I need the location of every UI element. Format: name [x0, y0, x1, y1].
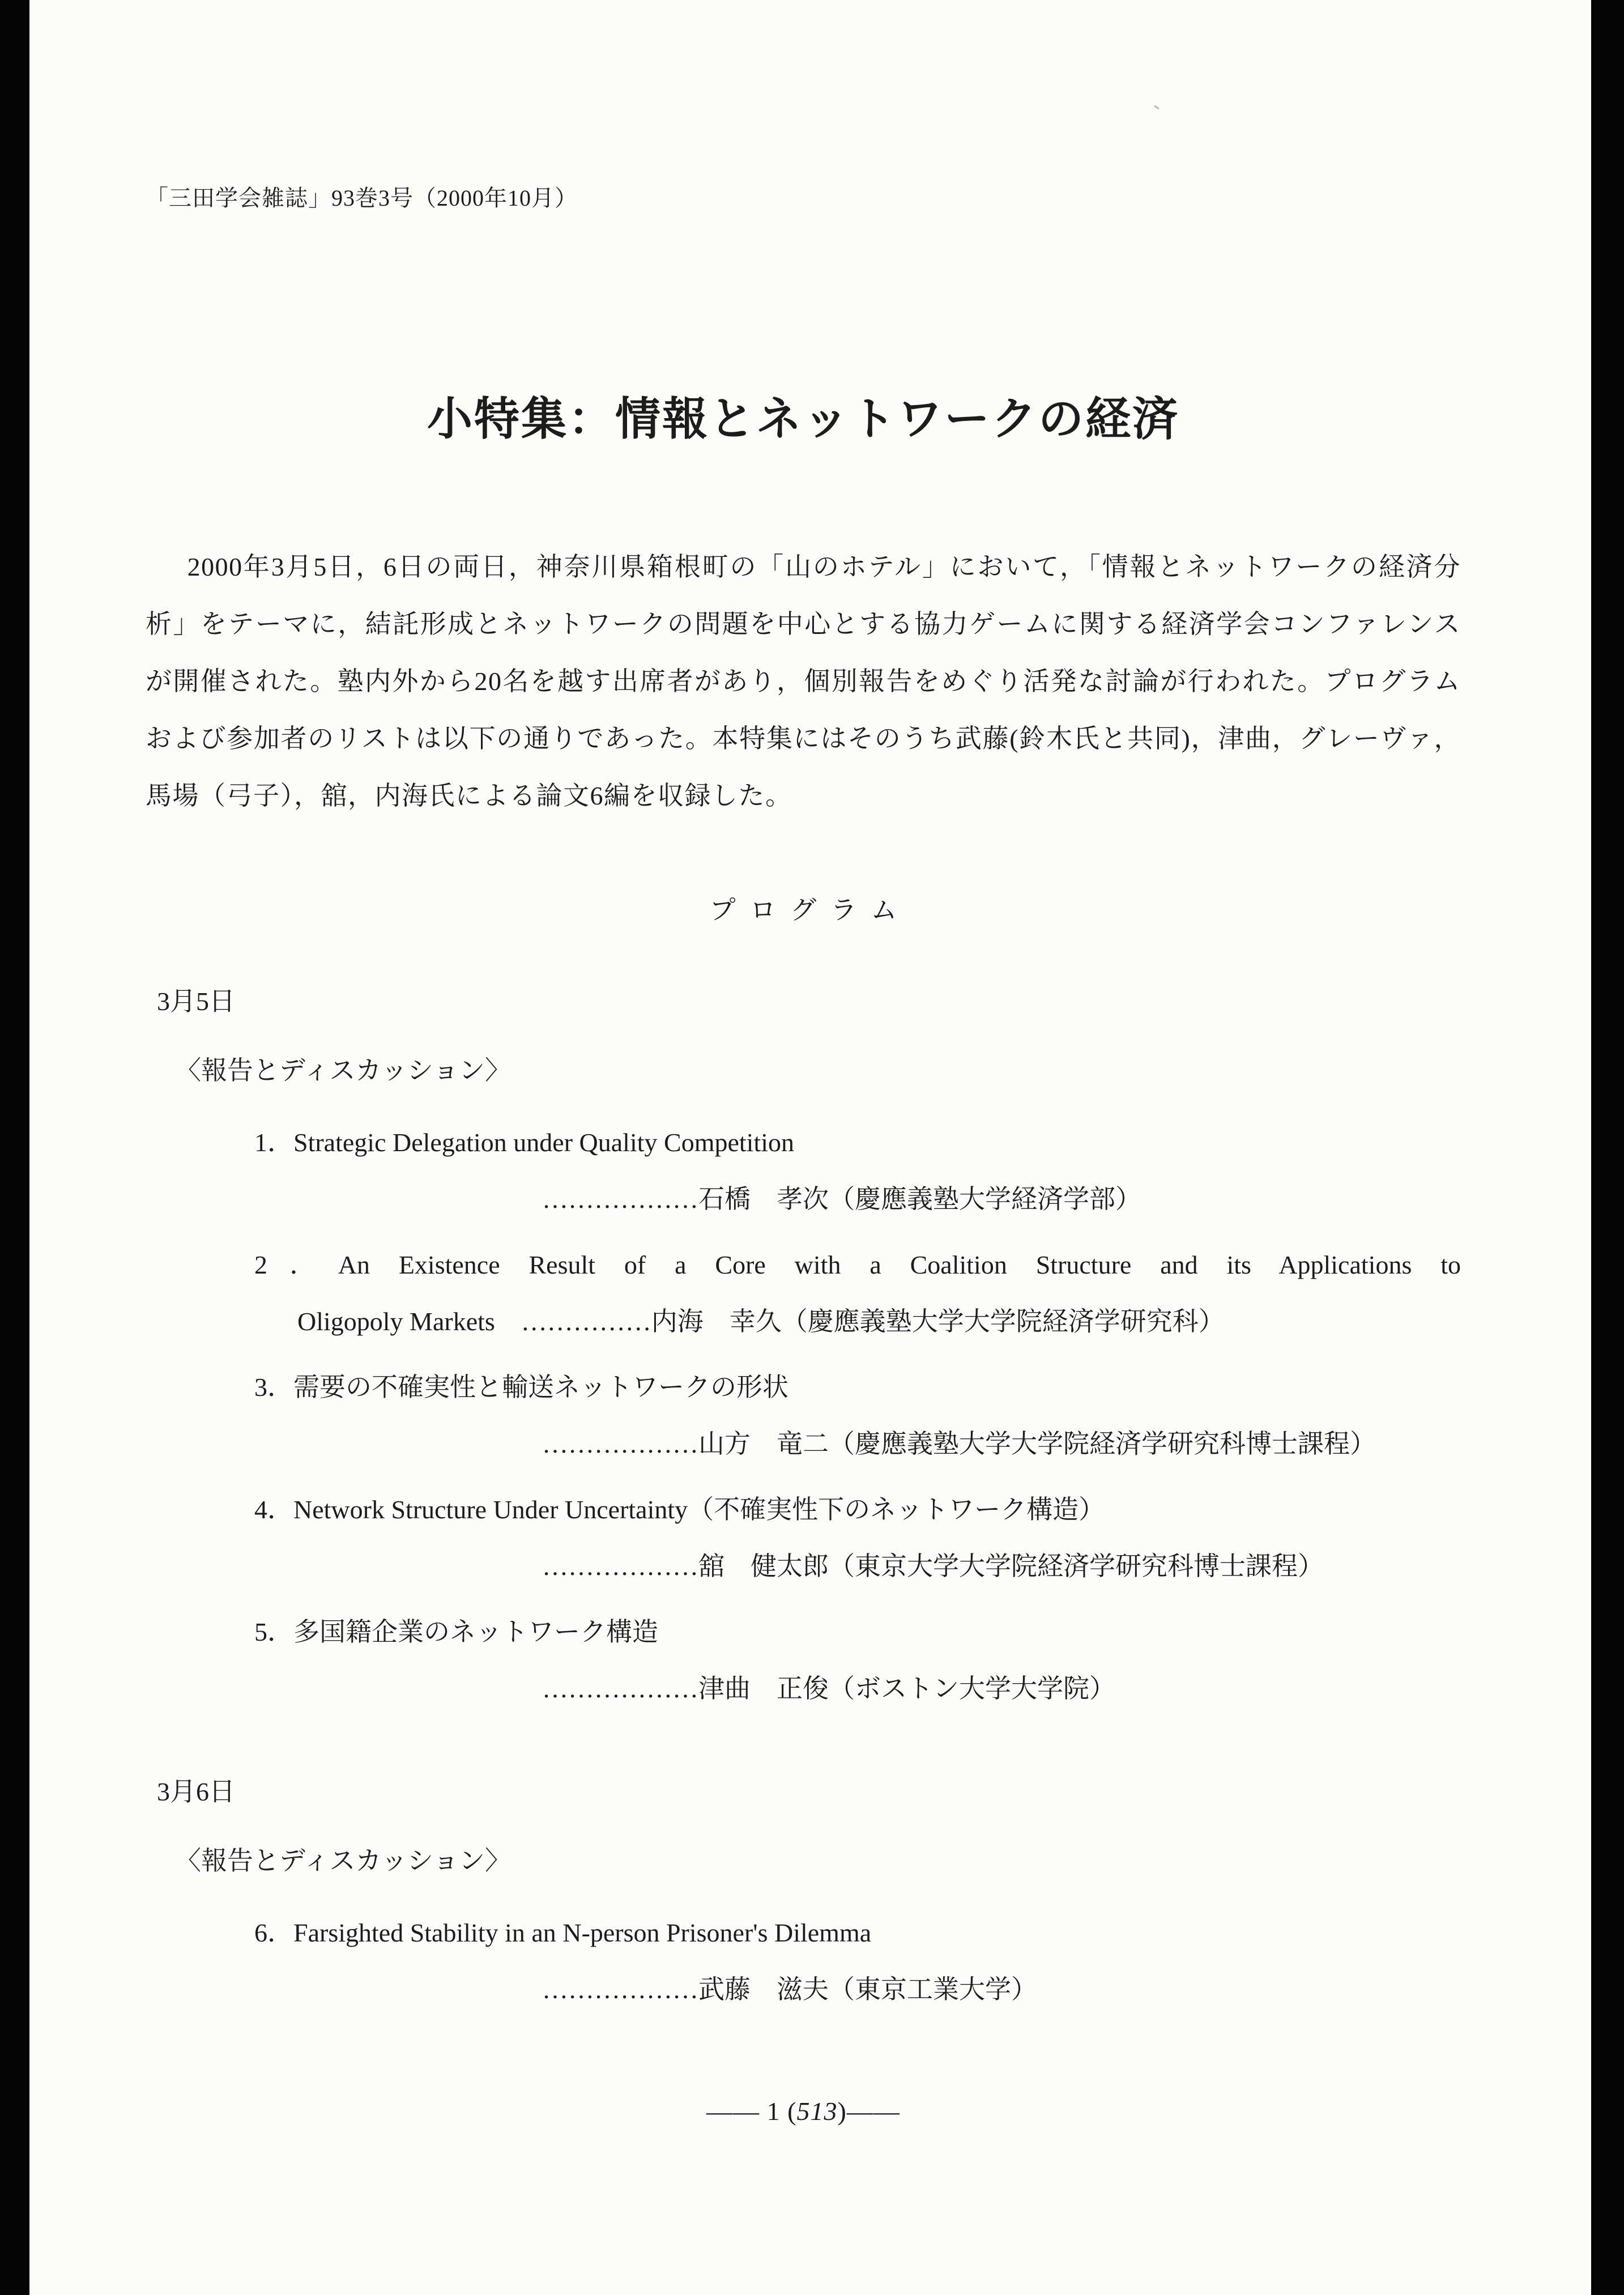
item-title-line: 4．Network Structure Under Uncertainty（不確実性下のネットワーク構造） — [254, 1495, 1105, 1524]
program-item — [146, 1237, 1461, 1350]
program-heading: プログラム — [709, 896, 911, 925]
item-presenter-line: Oligopoly Markets ……………内海 幸久（慶應義塾大学大学院経済学研究科） — [297, 1307, 1225, 1336]
item-presenter-line: ………………山方 竜二（慶應義塾大学大学院経済学研究科博士課程） — [542, 1429, 1376, 1458]
item-title-line: 2．An Existence Result of a Core with a Coalition Structure and its Applications to — [254, 1250, 1461, 1279]
program-section-march-5 — [146, 981, 1461, 1717]
program-section-march-6 — [146, 1771, 1461, 2018]
footer-suffix: )―― — [837, 2097, 900, 2126]
item-title-line: 1．Strategic Delegation under Quality Competition — [254, 1128, 795, 1157]
section-subheading: 〈報告とディスカッション〉 — [175, 1846, 511, 1875]
item-presenter-line: ………………石橋 孝次（慶應義塾大学経済学部） — [542, 1185, 1141, 1214]
section-subheading: 〈報告とディスカッション〉 — [175, 1056, 511, 1085]
program-items — [146, 1905, 1461, 2018]
document-page — [29, 0, 1591, 2295]
scan-edge-left — [0, 0, 29, 2295]
item-presenter-line: ………………津曲 正俊（ボストン大学大学院） — [542, 1674, 1115, 1703]
program-item — [146, 1359, 1461, 1472]
scan-edge-right — [1591, 0, 1624, 2295]
item-title-line: 5．多国籍企業のネットワーク構造 — [254, 1617, 658, 1646]
program-item — [146, 1114, 1461, 1228]
intro-paragraph: 2000年3月5日，6日の両日，神奈川県箱根町の「山のホテル」において，「情報とネットワークの経済分析」をテーマに，結託形成とネットワークの問題を中心とする協力ゲームに関する経済学会コンファレンスが開催された。塾内外から20名を越す出席者があり，個別報告をめぐり活発な討論が行われた。プログラムおよび参加者のリストは以下の通りであった。本特集にはそのうち武藤(鈴木氏と共同)，津曲，グレーヴァ，馬場（弓子），舘，内海氏による論文6編を収録した。 — [146, 552, 1461, 810]
page-content — [146, 0, 1461, 2295]
program-item — [146, 1481, 1461, 1595]
footer-page-locator: 513 — [796, 2097, 838, 2126]
item-presenter-line: ………………武藤 滋夫（東京工業大学） — [542, 1975, 1037, 2004]
item-title-line: 6．Farsighted Stability in an N-person Prisoner's Dilemma — [254, 1918, 872, 1947]
section-date: 3月5日 — [157, 987, 235, 1016]
section-date: 3月6日 — [157, 1777, 235, 1806]
program-item — [146, 1905, 1461, 2018]
footer-prefix: ―― 1 ( — [706, 2097, 797, 2126]
item-presenter-line: ………………舘 健太郎（東京大学大学院経済学研究科博士課程） — [542, 1552, 1324, 1581]
document-title: 小特集：情報とネットワークの経済 — [427, 395, 1179, 445]
journal-reference: 「三田学会雑誌」93巻3号（2000年10月） — [146, 185, 578, 211]
program-items — [146, 1114, 1461, 1717]
page-footer — [146, 2096, 1461, 2126]
program-item — [146, 1604, 1461, 1717]
item-title-line: 3．需要の不確実性と輸送ネットワークの形状 — [254, 1373, 788, 1402]
